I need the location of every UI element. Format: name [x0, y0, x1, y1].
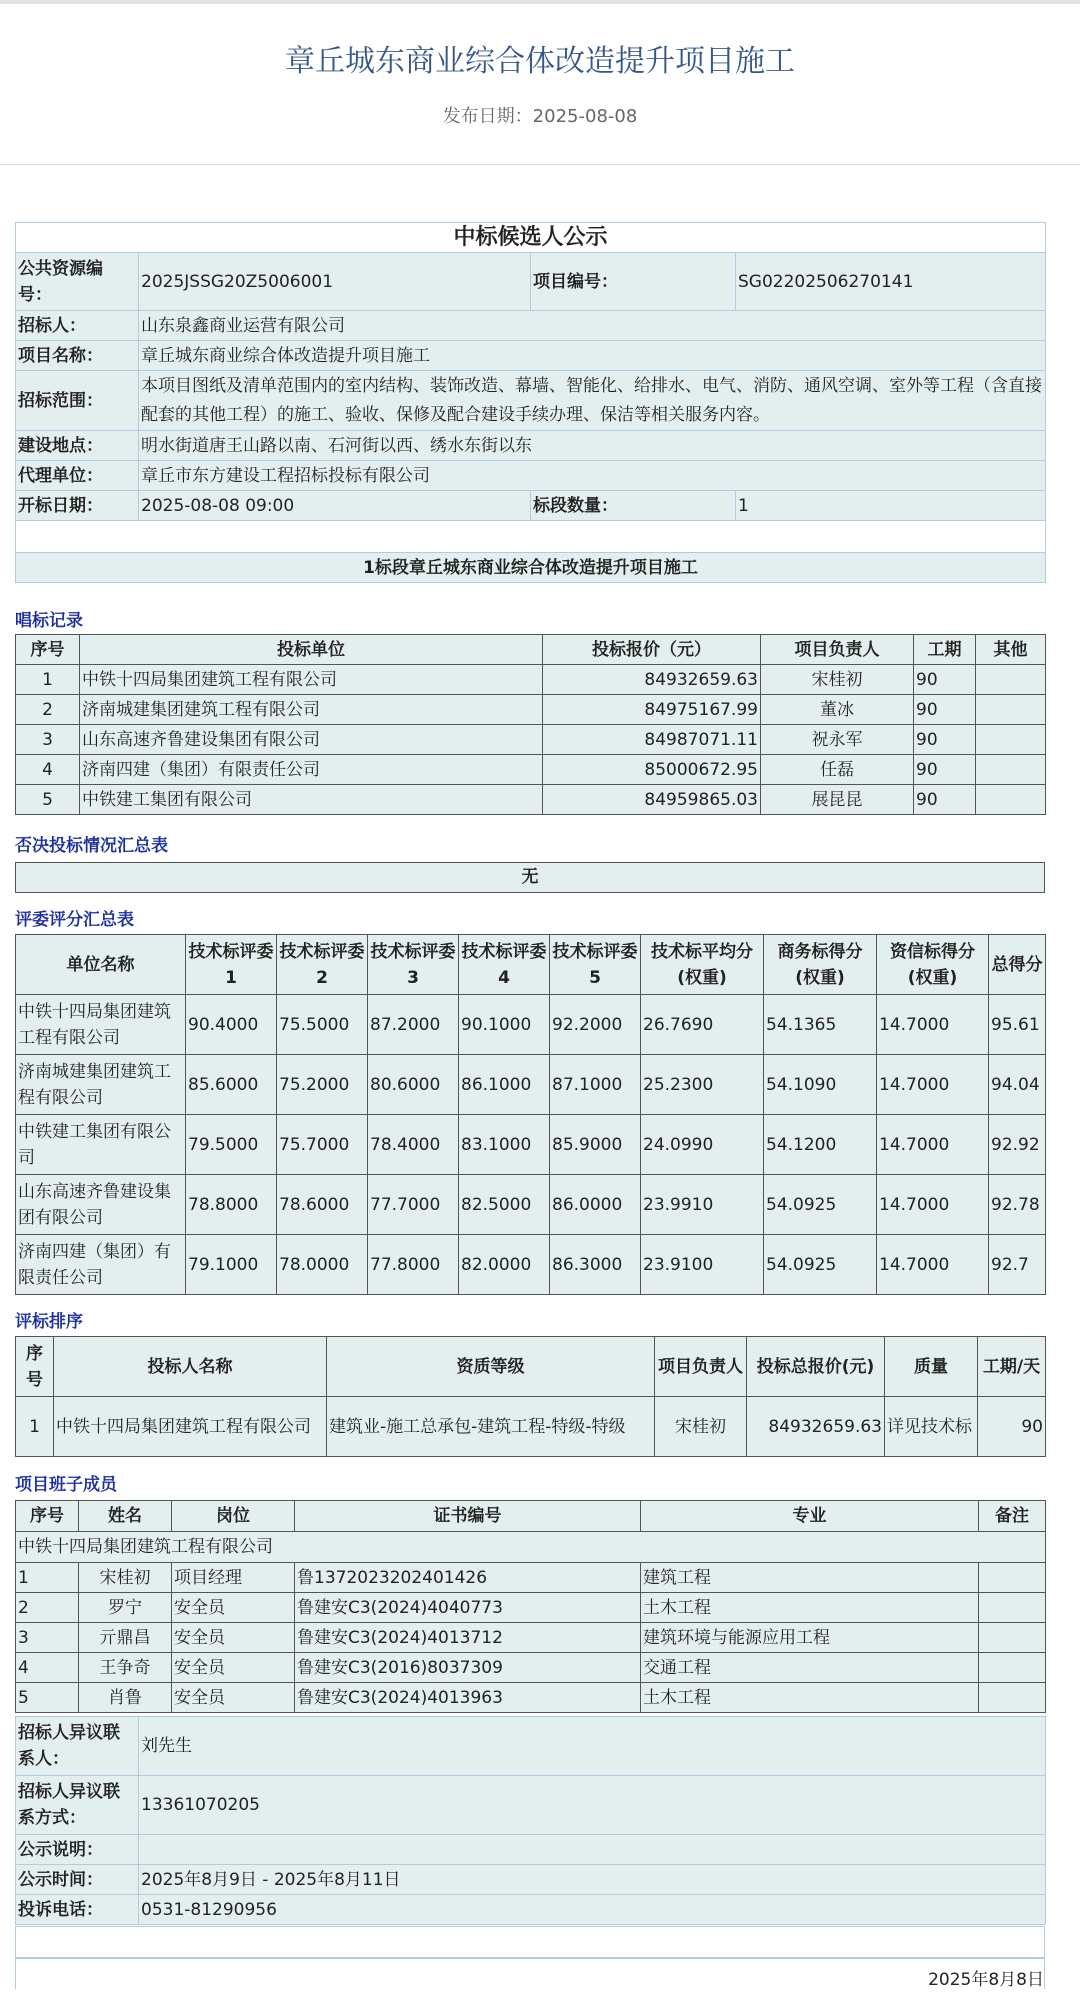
score-j1: 79.5000	[186, 1115, 277, 1175]
open-date-label: 开标日期：	[16, 491, 139, 521]
bid-company: 济南四建（集团）有限责任公司	[80, 755, 543, 785]
team-name: 王争奇	[79, 1653, 172, 1683]
score-j5: 86.0000	[550, 1175, 641, 1235]
team-name: 亓鼎昌	[79, 1623, 172, 1653]
score-j2: 75.5000	[277, 995, 368, 1055]
col-team-post: 岗位	[172, 1501, 295, 1532]
agent-label: 代理单位：	[16, 461, 139, 491]
bid-no: 1	[16, 665, 80, 695]
score-unit: 济南四建（集团）有限责任公司	[16, 1235, 186, 1295]
score-biz: 54.0925	[764, 1235, 877, 1295]
col-judge-1: 技术标评委1	[186, 935, 277, 995]
col-price: 投标报价（元）	[543, 635, 761, 665]
team-name: 罗宁	[79, 1593, 172, 1623]
score-cred: 14.7000	[877, 1055, 989, 1115]
bid-period: 90	[914, 665, 976, 695]
score-biz: 54.1090	[764, 1055, 877, 1115]
location-value: 明水街道唐王山路以南、石河街以西、绣水东街以东	[139, 431, 1046, 461]
col-rank-no: 序号	[16, 1337, 54, 1397]
bid-other	[976, 785, 1046, 815]
col-team-cert: 证书编号	[295, 1501, 641, 1532]
section-count-value: 1	[736, 491, 1046, 521]
rejected-heading: 否决投标情况汇总表	[15, 836, 168, 856]
bid-company: 中铁十四局集团建筑工程有限公司	[80, 665, 543, 695]
team-note	[979, 1623, 1046, 1653]
score-j4: 90.1000	[459, 995, 550, 1055]
bid-period: 90	[914, 725, 976, 755]
rank-grade: 建筑业-施工总承包-建筑工程-特级-特级	[327, 1397, 655, 1457]
section-title: 1标段章丘城东商业综合体改造提升项目施工	[16, 553, 1046, 583]
col-rank-manager: 项目负责人	[655, 1337, 747, 1397]
col-rank-period: 工期/天	[978, 1337, 1046, 1397]
table-row	[16, 1397, 1046, 1457]
team-post: 安全员	[172, 1683, 295, 1713]
score-cred: 14.7000	[877, 995, 989, 1055]
bid-opening-heading: 唱标记录	[15, 611, 83, 631]
table-row	[16, 1683, 1046, 1713]
score-biz: 54.1365	[764, 995, 877, 1055]
bid-no: 4	[16, 755, 80, 785]
team-major: 建筑工程	[641, 1563, 979, 1593]
bid-other	[976, 695, 1046, 725]
score-j4: 86.1000	[459, 1055, 550, 1115]
project-no-label: 项目编号：	[531, 253, 736, 311]
score-j1: 85.6000	[186, 1055, 277, 1115]
team-post: 安全员	[172, 1623, 295, 1653]
score-total: 92.92	[989, 1115, 1046, 1175]
team-note	[979, 1683, 1046, 1713]
bid-other	[976, 725, 1046, 755]
objection-phone-label: 招标人异议联系方式：	[16, 1776, 139, 1835]
team-table	[15, 1500, 1046, 1713]
score-j2: 78.6000	[277, 1175, 368, 1235]
score-total: 95.61	[989, 995, 1046, 1055]
team-note	[979, 1563, 1046, 1593]
footer-info-table	[15, 1716, 1046, 1925]
col-rank-quality: 质量	[885, 1337, 978, 1397]
table-row	[16, 995, 1046, 1055]
bid-period: 90	[914, 695, 976, 725]
team-cert: 鲁1372023202401426	[295, 1563, 641, 1593]
table-row	[16, 1623, 1046, 1653]
score-j2: 75.7000	[277, 1115, 368, 1175]
score-avg: 24.0990	[641, 1115, 764, 1175]
score-j5: 92.2000	[550, 995, 641, 1055]
team-name: 宋桂初	[79, 1563, 172, 1593]
tenderer-value: 山东泉鑫商业运营有限公司	[139, 311, 1046, 341]
team-note	[979, 1653, 1046, 1683]
bid-period: 90	[914, 785, 976, 815]
tenderer-label: 招标人：	[16, 311, 139, 341]
bid-period: 90	[914, 755, 976, 785]
col-manager: 项目负责人	[761, 635, 914, 665]
period-value: 2025年8月9日 - 2025年8月11日	[139, 1865, 1046, 1895]
complaint-value: 0531-81290956	[139, 1895, 1046, 1925]
team-company: 中铁十四局集团建筑工程有限公司	[16, 1532, 1046, 1563]
score-biz: 54.0925	[764, 1175, 877, 1235]
col-bidder: 投标单位	[80, 635, 543, 665]
col-total: 总得分	[989, 935, 1046, 995]
team-no: 1	[16, 1563, 79, 1593]
notice-title: 中标候选人公示	[16, 223, 1046, 253]
scope-value: 本项目图纸及清单范围内的室内结构、装饰改造、幕墙、智能化、给排水、电气、消防、通风空调、室外等工程（含直接配套的其他工程）的施工、验收、保修及配合建设手续办理、保洁等相关服务内容。	[139, 371, 1046, 431]
rejected-content: 无	[15, 862, 1045, 893]
team-no: 3	[16, 1623, 79, 1653]
score-j3: 78.4000	[368, 1115, 459, 1175]
score-j4: 82.5000	[459, 1175, 550, 1235]
col-team-note: 备注	[979, 1501, 1046, 1532]
footer-empty-row	[15, 1926, 1045, 1958]
col-no: 序号	[16, 635, 80, 665]
score-cred: 14.7000	[877, 1235, 989, 1295]
section-count-label: 标段数量：	[531, 491, 736, 521]
rank-no: 1	[16, 1397, 54, 1457]
table-row	[16, 665, 1046, 695]
note-label: 公示说明：	[16, 1835, 139, 1865]
score-j3: 77.7000	[368, 1175, 459, 1235]
open-date-value: 2025-08-08 09:00	[139, 491, 531, 521]
score-unit: 山东高速齐鲁建设集团有限公司	[16, 1175, 186, 1235]
bid-company: 山东高速齐鲁建设集团有限公司	[80, 725, 543, 755]
team-major: 交通工程	[641, 1653, 979, 1683]
complaint-label: 投诉电话：	[16, 1895, 139, 1925]
bid-price: 85000672.95	[543, 755, 761, 785]
score-total: 92.7	[989, 1235, 1046, 1295]
table-row	[16, 1175, 1046, 1235]
team-major: 土木工程	[641, 1593, 979, 1623]
resource-no-value: 2025JSSG20Z5006001	[139, 253, 531, 311]
col-rank-name: 投标人名称	[54, 1337, 327, 1397]
team-heading: 项目班子成员	[15, 1475, 117, 1495]
rank-name: 中铁十四局集团建筑工程有限公司	[54, 1397, 327, 1457]
bid-opening-table	[15, 634, 1046, 815]
bid-other	[976, 755, 1046, 785]
score-j3: 87.2000	[368, 995, 459, 1055]
score-j3: 80.6000	[368, 1055, 459, 1115]
col-team-no: 序号	[16, 1501, 79, 1532]
score-unit: 中铁十四局集团建筑工程有限公司	[16, 995, 186, 1055]
bid-no: 5	[16, 785, 80, 815]
score-j3: 77.8000	[368, 1235, 459, 1295]
team-name: 肖鲁	[79, 1683, 172, 1713]
score-avg: 23.9100	[641, 1235, 764, 1295]
objection-contact-label: 招标人异议联系人：	[16, 1717, 139, 1776]
location-label: 建设地点：	[16, 431, 139, 461]
score-j5: 85.9000	[550, 1115, 641, 1175]
score-j4: 82.0000	[459, 1235, 550, 1295]
score-avg: 25.2300	[641, 1055, 764, 1115]
table-row	[16, 1115, 1046, 1175]
score-avg: 23.9910	[641, 1175, 764, 1235]
col-tech-avg: 技术标平均分(权重)	[641, 935, 764, 995]
ranking-table	[15, 1336, 1046, 1457]
bid-company: 中铁建工集团有限公司	[80, 785, 543, 815]
period-label: 公示时间：	[16, 1865, 139, 1895]
col-team-name: 姓名	[79, 1501, 172, 1532]
table-row	[16, 725, 1046, 755]
col-judge-4: 技术标评委4	[459, 935, 550, 995]
score-unit: 济南城建集团建筑工程有限公司	[16, 1055, 186, 1115]
table-row	[16, 1593, 1046, 1623]
score-j2: 75.2000	[277, 1055, 368, 1115]
team-note	[979, 1593, 1046, 1623]
ranking-heading: 评标排序	[15, 1312, 83, 1332]
team-cert: 鲁建安C3(2024)4013963	[295, 1683, 641, 1713]
score-j4: 83.1000	[459, 1115, 550, 1175]
score-j1: 90.4000	[186, 995, 277, 1055]
notice-info-table	[15, 222, 1046, 583]
score-j5: 87.1000	[550, 1055, 641, 1115]
rank-quality: 详见技术标	[885, 1397, 978, 1457]
table-row	[16, 755, 1046, 785]
col-unit: 单位名称	[16, 935, 186, 995]
scoring-table	[15, 934, 1046, 1295]
agent-value: 章丘市东方建设工程招标投标有限公司	[139, 461, 1046, 491]
score-unit: 中铁建工集团有限公司	[16, 1115, 186, 1175]
empty-row	[16, 521, 1046, 553]
col-judge-3: 技术标评委3	[368, 935, 459, 995]
col-period: 工期	[914, 635, 976, 665]
bid-manager: 祝永军	[761, 725, 914, 755]
col-credit: 资信标得分(权重)	[877, 935, 989, 995]
team-no: 4	[16, 1653, 79, 1683]
team-cert: 鲁建安C3(2024)4040773	[295, 1593, 641, 1623]
team-major: 土木工程	[641, 1683, 979, 1713]
col-team-major: 专业	[641, 1501, 979, 1532]
score-avg: 26.7690	[641, 995, 764, 1055]
col-judge-2: 技术标评委2	[277, 935, 368, 995]
publish-date: 发布日期：2025-08-08	[442, 106, 638, 127]
bid-price: 84975167.99	[543, 695, 761, 725]
bid-company: 济南城建集团建筑工程有限公司	[80, 695, 543, 725]
col-other: 其他	[976, 635, 1046, 665]
sign-date: 2025年8月8日	[15, 1958, 1045, 1989]
bid-price: 84959865.03	[543, 785, 761, 815]
bid-manager: 任磊	[761, 755, 914, 785]
rank-manager: 宋桂初	[655, 1397, 747, 1457]
project-no-value: SG02202506270141	[736, 253, 1046, 311]
project-name-value: 章丘城东商业综合体改造提升项目施工	[139, 341, 1046, 371]
col-rank-price: 投标总报价(元)	[747, 1337, 885, 1397]
resource-no-label: 公共资源编号：	[16, 253, 139, 311]
bid-no: 2	[16, 695, 80, 725]
col-judge-5: 技术标评委5	[550, 935, 641, 995]
table-row	[16, 785, 1046, 815]
bid-other	[976, 665, 1046, 695]
score-biz: 54.1200	[764, 1115, 877, 1175]
score-j5: 86.3000	[550, 1235, 641, 1295]
objection-contact-value: 刘先生	[139, 1717, 1046, 1776]
score-j2: 78.0000	[277, 1235, 368, 1295]
score-total: 94.04	[989, 1055, 1046, 1115]
bid-price: 84932659.63	[543, 665, 761, 695]
note-value	[139, 1835, 1046, 1865]
table-row	[16, 695, 1046, 725]
team-post: 安全员	[172, 1593, 295, 1623]
col-business: 商务标得分(权重)	[764, 935, 877, 995]
score-j1: 78.8000	[186, 1175, 277, 1235]
scope-label: 招标范围：	[16, 371, 139, 431]
bid-manager: 董冰	[761, 695, 914, 725]
table-row	[16, 1235, 1046, 1295]
score-j1: 79.1000	[186, 1235, 277, 1295]
score-total: 92.78	[989, 1175, 1046, 1235]
score-cred: 14.7000	[877, 1115, 989, 1175]
bid-no: 3	[16, 725, 80, 755]
bid-manager: 宋桂初	[761, 665, 914, 695]
scoring-heading: 评委评分汇总表	[15, 910, 134, 930]
team-no: 5	[16, 1683, 79, 1713]
bid-manager: 展昆昆	[761, 785, 914, 815]
team-cert: 鲁建安C3(2024)4013712	[295, 1623, 641, 1653]
team-post: 安全员	[172, 1653, 295, 1683]
table-row	[16, 1563, 1046, 1593]
objection-phone-value: 13361070205	[139, 1776, 1046, 1835]
top-divider	[0, 0, 1080, 4]
team-major: 建筑环境与能源应用工程	[641, 1623, 979, 1653]
rank-period: 90	[978, 1397, 1046, 1457]
team-cert: 鲁建安C3(2016)8037309	[295, 1653, 641, 1683]
bid-price: 84987071.11	[543, 725, 761, 755]
header-divider	[0, 164, 1080, 165]
table-row	[16, 1055, 1046, 1115]
page-title: 章丘城东商业综合体改造提升项目施工	[285, 44, 795, 79]
team-no: 2	[16, 1593, 79, 1623]
table-row	[16, 1653, 1046, 1683]
col-rank-grade: 资质等级	[327, 1337, 655, 1397]
rank-price: 84932659.63	[747, 1397, 885, 1457]
score-cred: 14.7000	[877, 1175, 989, 1235]
project-name-label: 项目名称：	[16, 341, 139, 371]
team-post: 项目经理	[172, 1563, 295, 1593]
